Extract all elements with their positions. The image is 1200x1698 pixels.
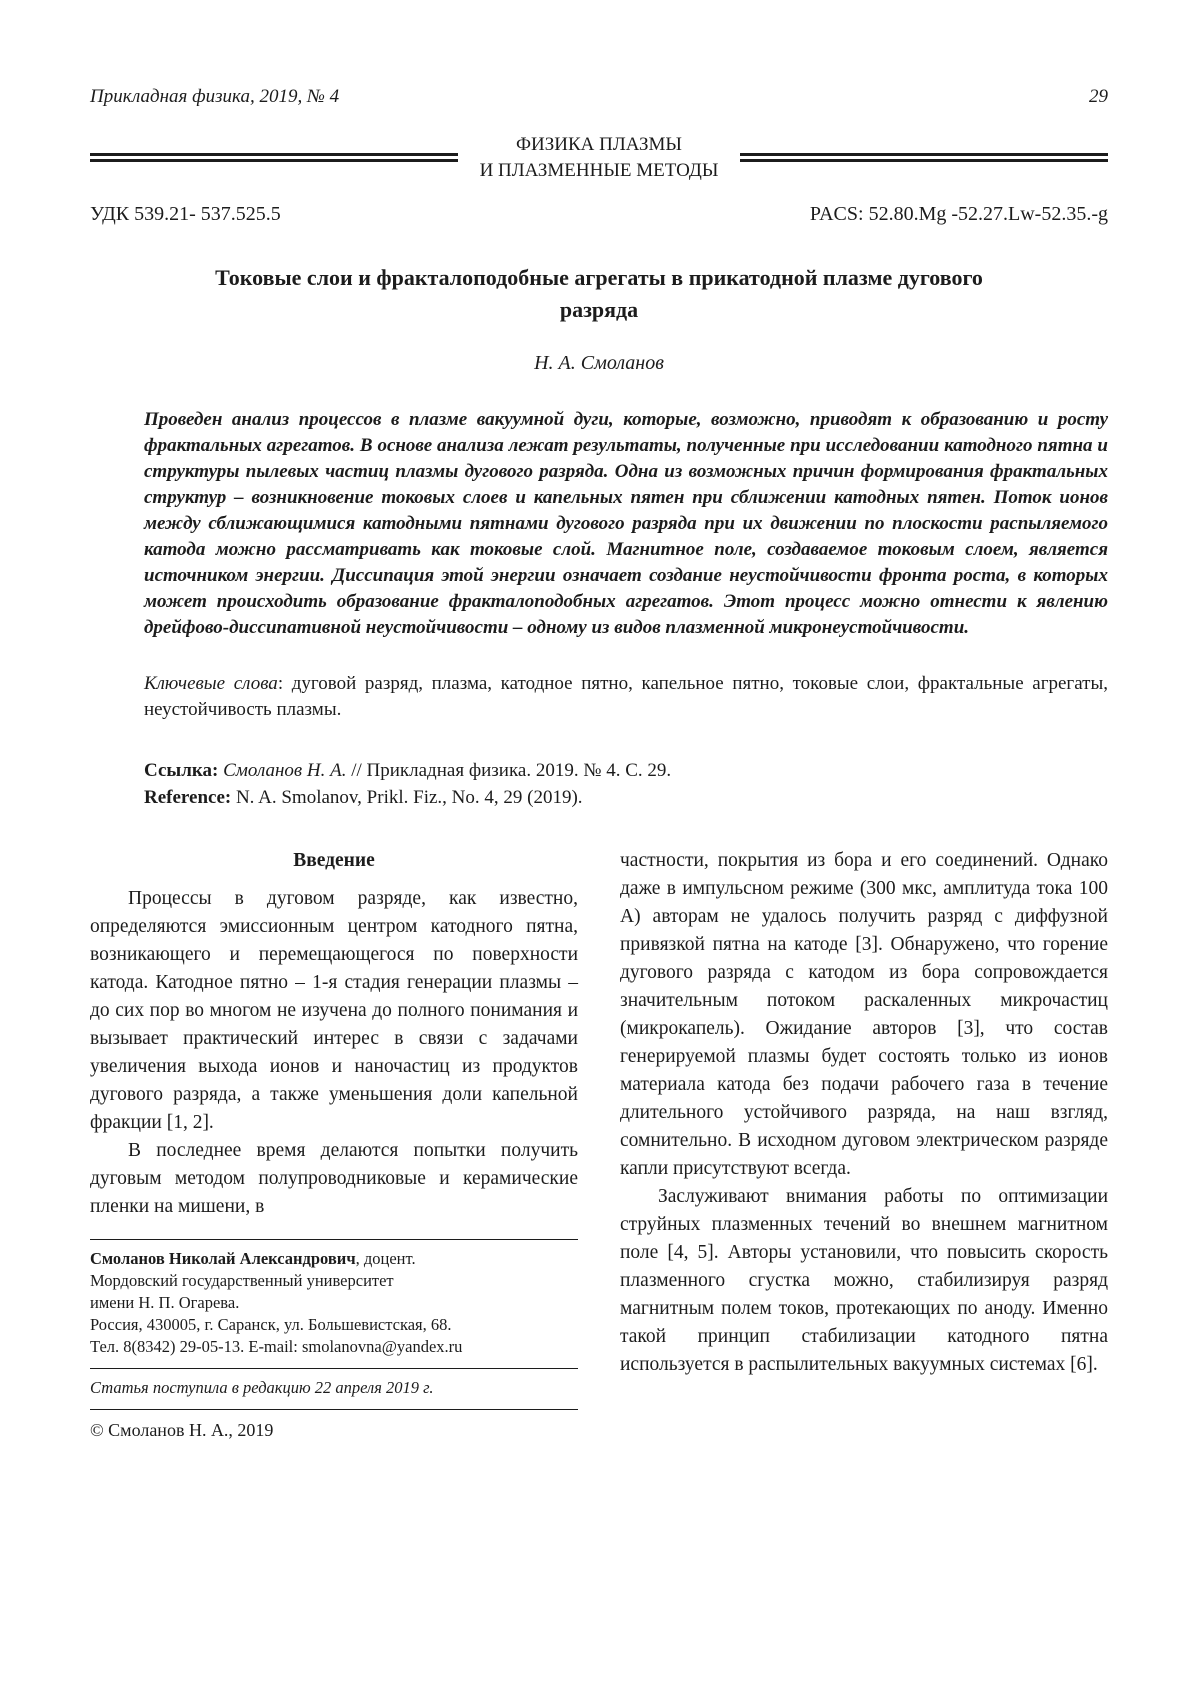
citation-ru	[144, 757, 1108, 784]
article-title: Токовые слои и фракталоподобные агрегаты в прикатодной плазме дугового разряда	[215, 265, 983, 323]
footnote-address: Россия, 430005, г. Саранск, ул. Большевистская, 68.	[90, 1315, 452, 1335]
footnote-contact: Тел. 8(8342) 29-05-13. E-mail: smolanovna@yandex.ru	[90, 1337, 463, 1357]
section-title-line2: И ПЛАЗМЕННЫЕ МЕТОДЫ	[479, 159, 719, 181]
received-date-line: Статья поступила в редакцию 22 апреля 2019 г.	[90, 1378, 434, 1398]
keywords-line	[90, 671, 1108, 723]
body-paragraph: В последнее время делаются попытки получить дуговым методом полупроводниковые и керамические пленки на мишени, в	[90, 1140, 578, 1218]
footnote-author-name: Смоланов Николай Александрович	[90, 1249, 356, 1269]
keywords-text: : дуговой разряд, плазма, катодное пятно, капельное пятно, токовые слои, фрактальные агрегаты, неустойчивость плазмы.	[144, 673, 1108, 721]
introduction-heading: Введение	[293, 850, 375, 872]
footnote-rule	[90, 1368, 578, 1369]
citation-ru-rest: // Прикладная физика. 2019. № 4. С. 29.	[346, 760, 672, 782]
citation-block	[90, 757, 1108, 811]
citation-en-rest: N. A. Smolanov, Prikl. Fiz., No. 4, 29 (2019).	[231, 787, 583, 809]
author-footnote	[90, 1239, 578, 1442]
two-column-body	[90, 847, 1108, 1442]
body-paragraph: Заслуживают внимания работы по оптимизации струйных плазменных течений во внешнем магнитном поле [4, 5]. Авторы установили, что повысить скорость плазменного сгустка можно, стабилизируя разряд магнитным полем токов, протекающих по аноду. Именно такой принцип стабилизации катодного пятна используется в распылительных вакуумных системах [6].	[620, 1186, 1108, 1376]
left-column	[90, 847, 578, 1442]
footnote-affiliation-2: имени Н. П. Огарева.	[90, 1293, 240, 1313]
author-name: Н. А. Смоланов	[534, 352, 664, 375]
keywords-label: Ключевые слова	[144, 673, 278, 695]
double-rule-right	[740, 153, 1108, 162]
section-title-line1: ФИЗИКА ПЛАЗМЫ	[516, 134, 682, 155]
udk-code: УДК 539.21- 537.525.5	[90, 203, 281, 226]
pacs-code: PACS: 52.80.Mg -52.27.Lw-52.35.-g	[809, 203, 1108, 226]
section-title	[474, 132, 725, 183]
right-column	[620, 847, 1108, 1442]
citation-en-label: Reference:	[144, 787, 232, 809]
running-header	[90, 86, 1108, 108]
footnote-rule	[90, 1239, 578, 1240]
citation-en	[144, 784, 1108, 811]
citation-ru-label: Ссылка:	[144, 760, 219, 782]
journal-title: Прикладная физика, 2019, № 4	[90, 86, 340, 107]
footnote-author-title: , доцент.	[355, 1249, 416, 1269]
footnote-author-line	[90, 1248, 578, 1270]
citation-ru-author: Смоланов Н. А.	[223, 760, 347, 782]
footnote-affiliation-1: Мордовский государственный университет	[90, 1271, 394, 1291]
page-number: 29	[1089, 86, 1108, 107]
section-banner	[90, 132, 1108, 183]
copyright-line: © Смоланов Н. А., 2019	[90, 1420, 274, 1441]
body-paragraph: Процессы в дуговом разряде, как известно, определяются эмиссионным центром катодного пятна, возникающего и перемещающегося по поверхности катода. Катодное пятно – 1-я стадия генерации плазмы – до сих пор во многом не изучена до полного понимания и вызывает практический интерес в связи с задачами увеличения выхода ионов и наночастиц из продуктов дугового разряда, а также уменьшения доли капельной фракции [1, 2].	[90, 888, 578, 1134]
abstract-text: Проведен анализ процессов в плазме вакуумной дуги, которые, возможно, приводят к образованию и росту фрактальных агрегатов. В основе анализа лежат результаты, полученные при исследовании катодного пятна и структуры пылевых частиц плазмы дугового разряда. Одна из возможных причин формирования фрактальных структур – возникновение токовых слоев и капельных пятен при сближении катодных пятен. Поток ионов между сближающимися катодными пятнами дугового разряда при их движении по плоскости распыляемого катода можно рассматривать как токовые слой. Магнитное поле, создаваемое токовым слоем, является источником энергии. Диссипация этой энергии означает создание неустойчивости фронта роста, в которых может происходить образование фракталоподобных агрегатов. Этот процесс можно отнести к явлению дрейфово-диссипативной неустойчивости – одному из видов плазменной микронеустойчивости.	[144, 409, 1108, 639]
double-rule-left	[90, 153, 458, 162]
codes-row	[90, 203, 1108, 226]
body-paragraph: частности, покрытия из бора и его соединений. Однако даже в импульсном режиме (300 мкс, амплитуда тока 100 А) авторам не удалось получить разряд с диффузной привязкой пятна на катоде [3]. Обнаружено, что горение дугового разряда с катодом из бора сопровождается значительным потоком раскаленных микрочастиц (микрокапель). Ожидание авторов [3], что состав генерируемой плазмы будет состоять только из ионов материала катода без подачи рабочего газа в течение длительного устойчивого разряда, на наш взгляд, сомнительно. В исходном дуговом электрическом разряде капли присутствуют всегда.	[620, 850, 1108, 1180]
footnote-rule	[90, 1409, 578, 1410]
